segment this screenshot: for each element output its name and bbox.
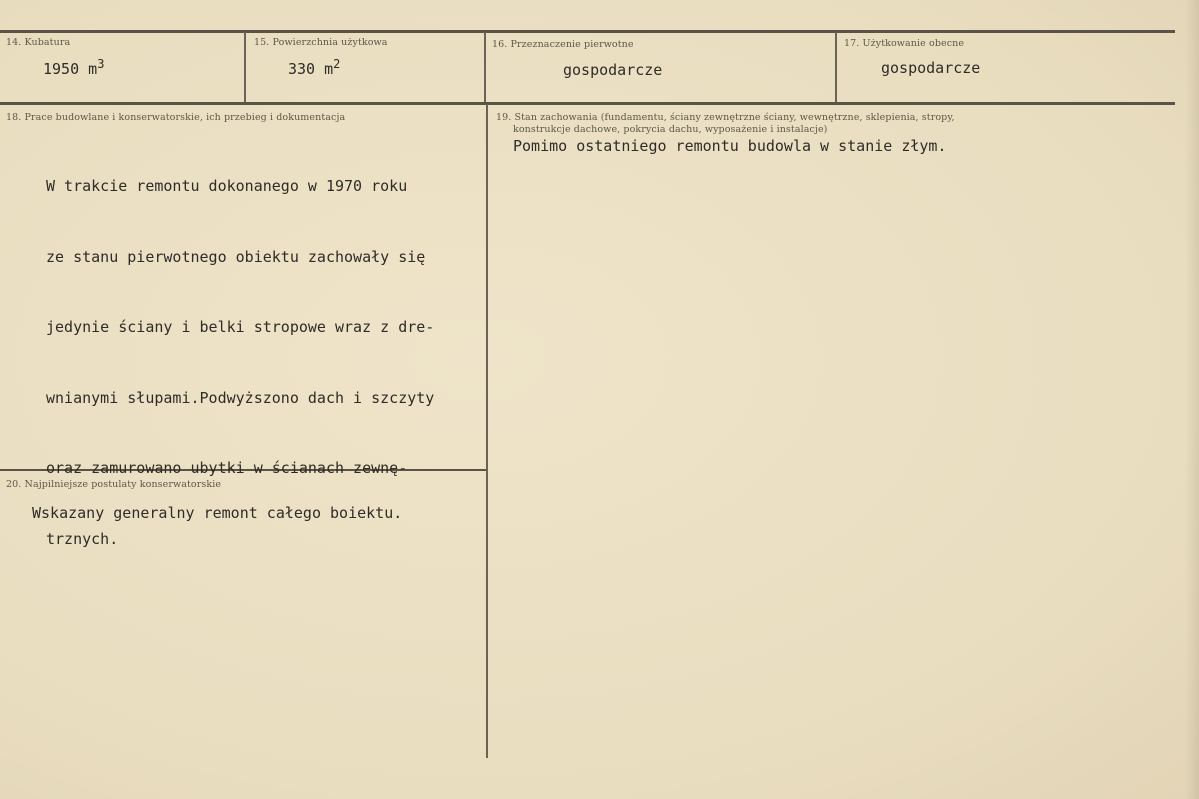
divider-16-17 [835,32,837,102]
label-prace-budowlane: 18. Prace budowlane i konserwatorskie, ich przebieg i dokumentacja [6,112,346,123]
paragraph-line: ze stanu pierwotnego obiektu zachowały się [46,247,426,266]
label-kubatura: 14. Kubatura [6,37,71,48]
divider-14-15 [244,32,246,102]
top-rule [0,30,1175,33]
value-przeznaczenie: gospodarcze [563,61,663,79]
divider-15-16 [484,32,486,102]
label-powierzchnia: 15. Powierzchnia użytkowa [254,37,388,48]
label-uzytkowanie: 17. Użytkowanie obecne [844,38,965,49]
value-stan-zachowania: Pomimo ostatniego remontu budowla w stanie złym. [513,137,947,155]
label-stan-zachowania-cont: konstrukcje dachowe, pokrycia dachu, wyposażenie i instalacje) [513,124,828,135]
value-kubatura: 1950 $m^3$ [43,57,105,78]
paragraph-line: W trakcie remontu dokonanego w 1970 roku [46,177,408,195]
label-przeznaczenie: 16. Przeznaczenie pierwotne [492,39,634,50]
paragraph-line: oraz zamurowano ubytki w ścianach zewnę- [46,459,408,477]
card-edge-shadow [1185,0,1199,799]
paragraph-line: wnianymi słupami.Podwyższono dach i szczyty [46,388,435,407]
label-stan-zachowania: 19. Stan zachowania (fundamentu, ściany zewnętrzne ściany, wewnętrzne, sklepienia, stropy, [496,112,955,123]
value-uzytkowanie: gospodarcze [881,59,981,77]
label-postulaty: 20. Najpilniejsze postulaty konserwatorskie [6,479,222,490]
value-powierzchnia: 330 $m^2$ [288,57,341,78]
paragraph-line: jedynie ściany i belki stropowe wraz z dre- [46,318,435,336]
value-prace-budowlane [46,128,434,598]
row1-bottom-rule [0,102,1175,105]
divider-left-right [486,104,488,758]
value-postulaty: Wskazany generalny remont całego boiektu. [32,504,403,522]
paragraph-line: trznych. [46,529,119,548]
